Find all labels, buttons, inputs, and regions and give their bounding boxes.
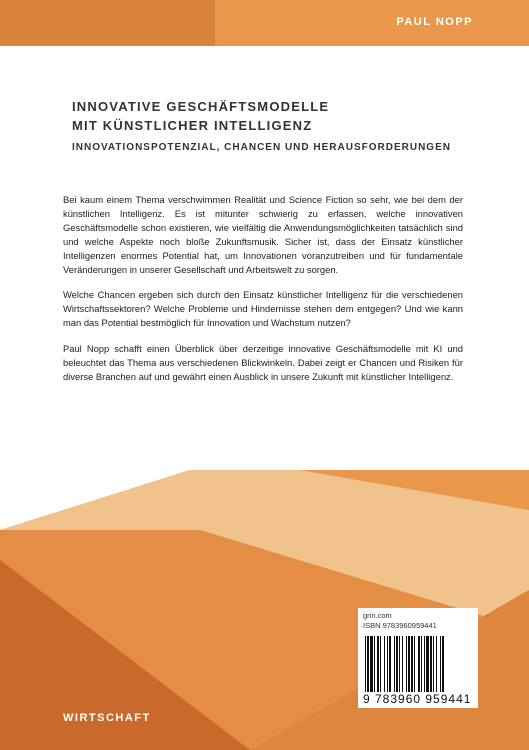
- barcode-bar: [426, 636, 429, 692]
- barcode-bar: [374, 636, 375, 692]
- barcode-bar: [421, 636, 422, 692]
- book-title: [72, 97, 472, 135]
- barcode-bar: [384, 636, 385, 692]
- barcode-bar: [394, 636, 395, 692]
- barcode-bar: [387, 636, 388, 692]
- publisher-site: grin.com: [363, 611, 392, 620]
- category-label: WIRTSCHAFT: [63, 712, 151, 724]
- isbn-label: ISBN 9783960959441: [363, 621, 437, 630]
- top-color-band-dark: [0, 0, 215, 46]
- barcode-icon: [363, 636, 475, 692]
- barcode-bar: [396, 636, 398, 692]
- barcode-bar: [442, 636, 444, 692]
- blurb-paragraph: Bei kaum einem Thema verschwimmen Realität und Science Fiction so sehr, wie bei dem der künstlichen Intelligenz. Es ist mitunter schwierig zu erfassen, welche innovativen Geschäftsmodelle schon existieren, wie vielfältig die Anwendungsmöglichkeiten tatsächlich sind und welche Aspekte noch bloße Zukunftsmusik. Sicher ist, dass der Einsatz künstlicher Intelligenzen enormes Potential hat, um Innovationen voranzutreiben und für fundamentale Veränderungen in unserer Gesellschaft und Arbeitswelt zu sorgen.: [63, 194, 463, 275]
- barcode-bar: [377, 636, 379, 692]
- blurb-paragraph: Paul Nopp schafft einen Überblick über derzeitige innovative Geschäftsmodelle mit KI und beleuchtet das Thema aus verschiedenen Blickwinkeln. Dabei zeigt er Chancen und Risiken für diverse Branchen auf und gewährt einen Ausblick in unsere Zukunft mit künstlicher Intelligenz.: [63, 343, 463, 382]
- author-name: PAUL NOPP: [396, 16, 473, 28]
- barcode-bar: [402, 636, 403, 692]
- barcode-bar: [424, 636, 425, 692]
- barcode-bar: [367, 636, 369, 692]
- back-cover-blurb: [63, 193, 463, 396]
- barcode-bar: [408, 636, 410, 692]
- barcode-bar: [370, 636, 373, 692]
- title-line-1: INNOVATIVE GESCHÄFTSMODELLE: [72, 99, 330, 114]
- barcode-bar: [418, 636, 420, 692]
- title-line-2: MIT KÜNSTLICHER INTELLIGENZ: [72, 118, 313, 133]
- barcode-bar: [414, 636, 415, 692]
- barcode-bar: [406, 636, 407, 692]
- barcode-bar: [389, 636, 391, 692]
- blurb-paragraph: Welche Chancen ergeben sich durch den Einsatz künstlicher Intelligenz für die verschiedenen Wirtschaftssektoren? Welche Probleme und Hindernisse stehen dem entgegen? Und wie kann man das Potential bestmöglich für Innovation und Wachstum nutzen?: [63, 289, 463, 329]
- barcode-bar: [411, 636, 413, 692]
- barcode-bar: [380, 636, 381, 692]
- barcode-bar: [365, 636, 366, 692]
- barcode-panel: [358, 608, 478, 708]
- barcode-bar: [433, 636, 434, 692]
- book-subtitle: INNOVATIONSPOTENZIAL, CHANCEN UND HERAUSFORDERUNGEN: [72, 142, 451, 153]
- barcode-bar: [440, 636, 441, 692]
- barcode-bar: [430, 636, 432, 692]
- barcode-digits: 9 783960 959441: [363, 692, 472, 706]
- barcode-bar: [436, 636, 437, 692]
- barcode-bar: [399, 636, 400, 692]
